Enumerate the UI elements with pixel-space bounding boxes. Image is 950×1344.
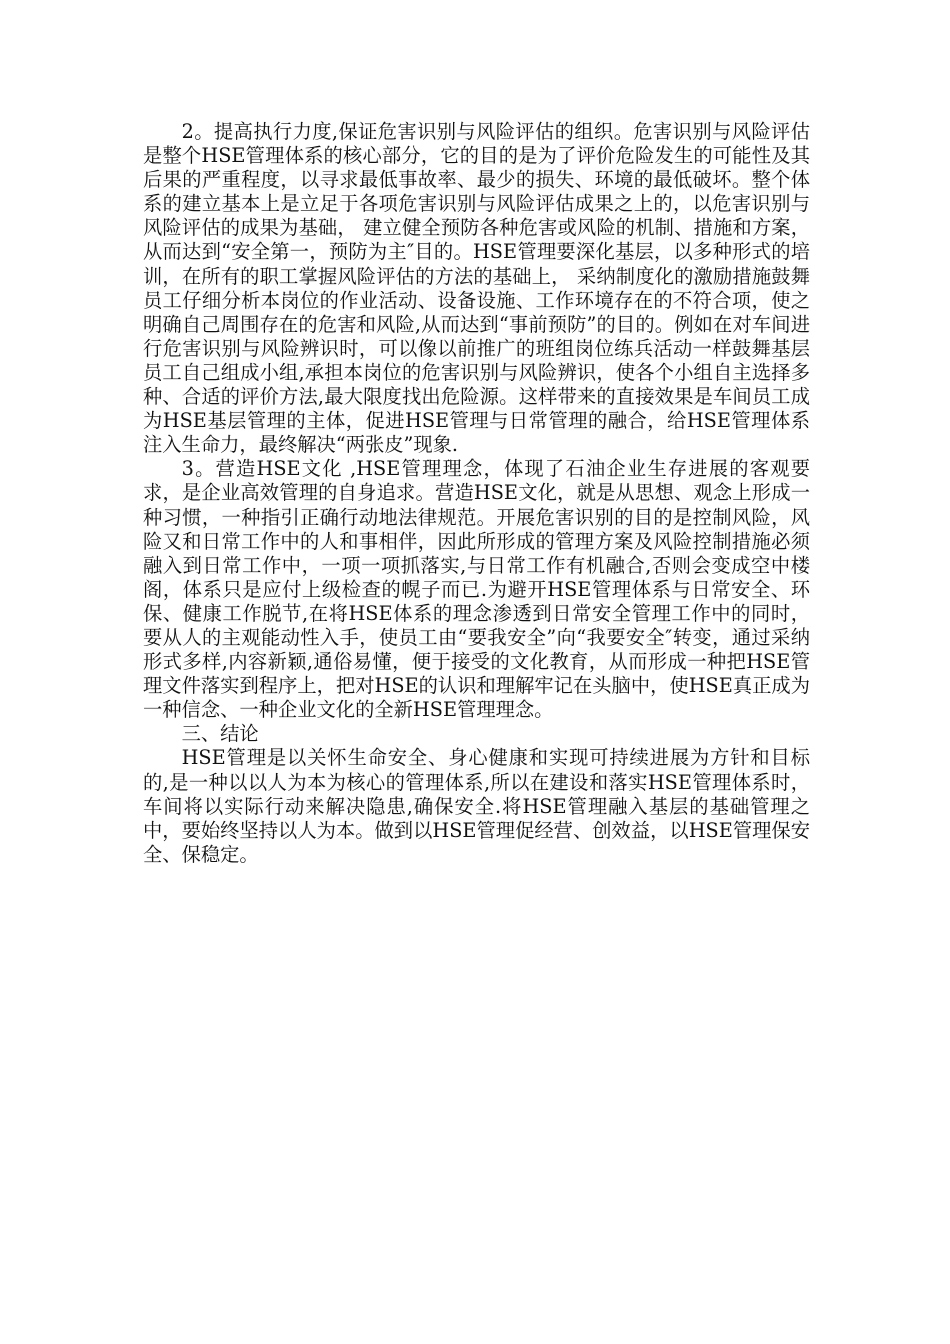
- conclusion-paragraph: HSE管理是以关怀生命安全、身心健康和实现可持续进展为方针和目标的,是一种以以人为本为核心的管理体系,所以在建设和落实HSE管理体系时，车间将以实际行动来解决隐患,确保安全.将HSE管理融入基层的基础管理之中，要始终坚持以人为本。做到以HSE管理促经营、创效益，以HSE管理保安全、保稳定。: [143, 746, 810, 866]
- paragraph-item-3: 3。营造HSE文化 ,HSE管理理念，体现了石油企业生存进展的客观要求，是企业高效管理的自身追求。营造HSE文化，就是从思想、观念上形成一种习惯，一种指引正确行动地法律规范。开展危害识别的目的是控制风险，风险又和日常工作中的人和事相伴，因此所形成的管理方案及风险控制措施必须融入到日常工作中，一项一项抓落实,与日常工作有机融合,否则会变成空中楼阁，体系只是应付上级检查的幌子而已.为避开HSE管理体系与日常安全、环保、健康工作脱节,在将HSE体系的理念渗透到日常安全管理工作中的同时，要从人的主观能动性入手，使员工由“要我安全”向“我要安全″转变，通过采纳形式多样,内容新颖,通俗易懂，便于接受的文化教育，从而形成一种把HSE管理文件落实到程序上，把对HSE的认识和理解牢记在头脑中，使HSE真正成为一种信念、一种企业文化的全新HSE管理理念。: [143, 457, 810, 722]
- document-page: [143, 120, 810, 867]
- section-heading-conclusion: 三、结论: [181, 722, 259, 746]
- paragraph-item-2: 2。提高执行力度,保证危害识别与风险评估的组织。危害识别与风险评估是整个HSE管理体系的核心部分，它的目的是为了评价危险发生的可能性及其后果的严重程度，以寻求最低事故率、最少的损失、环境的最低破坏。整个体系的建立基本上是立足于各项危害识别与风险评估成果之上的，以危害识别与风险评估的成果为基础， 建立健全预防各种危害或风险的机制、措施和方案，从而达到“安全第一，预防为主″目的。HSE管理要深化基层，以多种形式的培训，在所有的职工掌握风险评估的方法的基础上， 采纳制度化的激励措施鼓舞员工仔细分析本岗位的作业活动、设备设施、工作环境存在的不符合项，使之明确自己周围存在的危害和风险,从而达到“事前预防”的目的。例如在对车间进行危害识别与风险辨识时，可以像以前推广的班组岗位练兵活动一样鼓舞基层员工自己组成小组,承担本岗位的危害识别与风险辨识，使各个小组自主选择多种、合适的评价方法,最大限度找出危险源。这样带来的直接效果是车间员工成为HSE基层管理的主体，促进HSE管理与日常管理的融合，给HSE管理体系注入生命力，最终解决“两张皮”现象.: [143, 120, 810, 457]
